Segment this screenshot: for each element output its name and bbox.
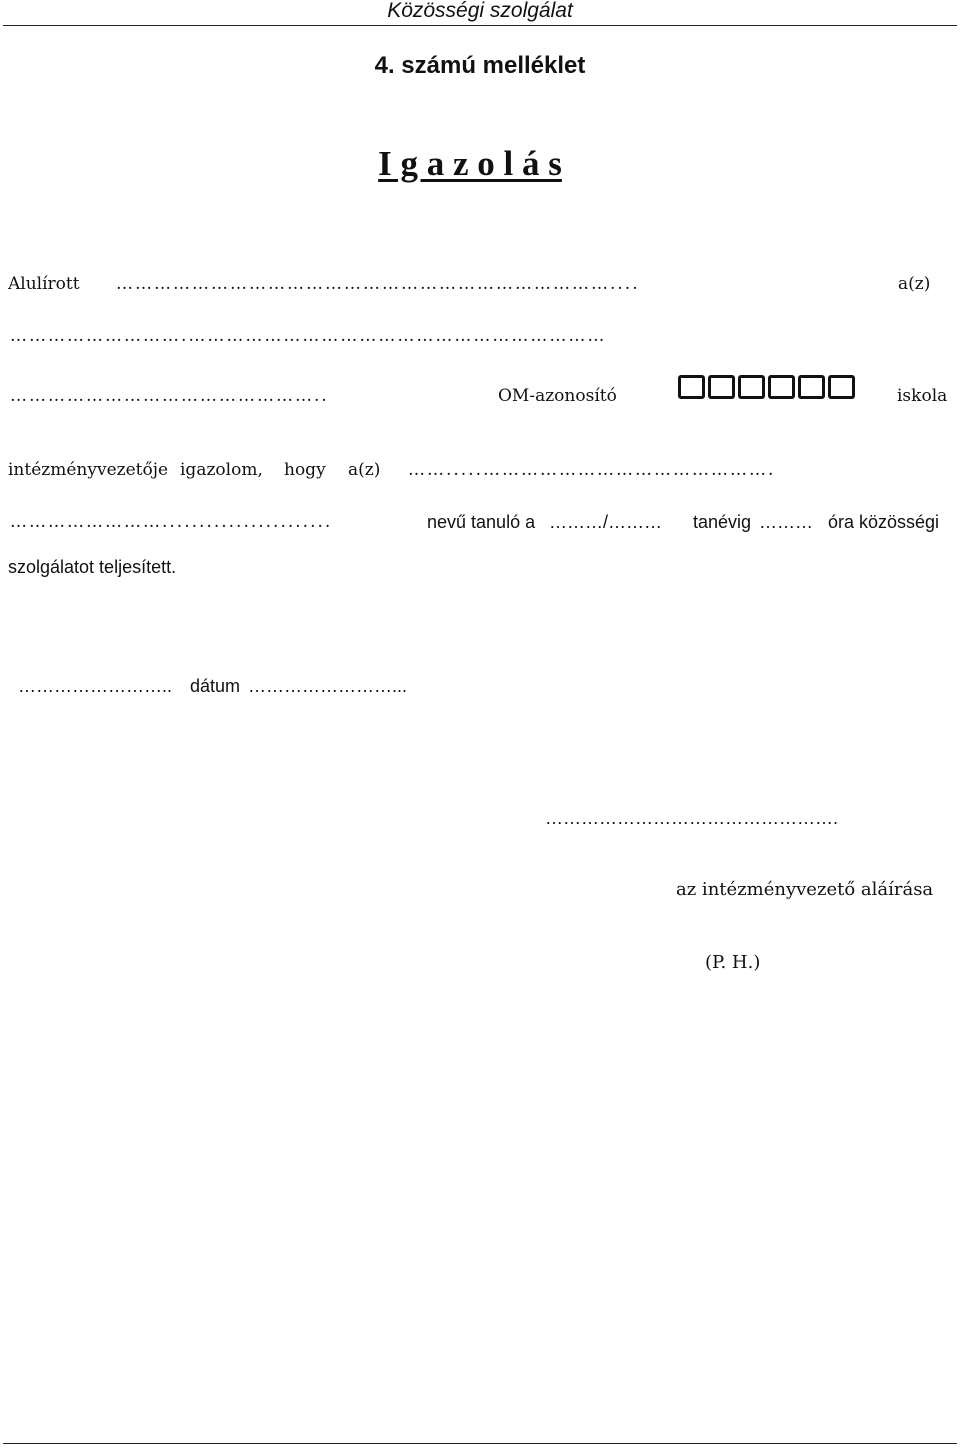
institution-dots-cont[interactable]: ………………………………………….. [10,386,329,406]
place-dots[interactable]: …………………….. [18,676,173,696]
annex-label: 4. számú melléklet [374,52,586,79]
om-digit-box[interactable] [738,375,765,399]
footer-rule [3,1443,957,1444]
hours-dots[interactable]: ……… [759,512,813,532]
until-year-text: tanévig [693,512,752,532]
undersigned-label: Alulírott [8,274,80,294]
name-dots[interactable]: …………………………………………………………………….... [116,274,640,294]
hours-text: óra közösségi [828,512,940,532]
om-digit-box[interactable] [768,375,795,399]
school-year-dots[interactable]: ………/……… [549,512,663,532]
article-label-2: a(z) [348,460,381,480]
school-label: iskola [897,386,948,406]
stamp-label: (P. H.) [705,952,761,973]
om-label: OM-azonosító [498,386,617,406]
that-label: hogy [284,460,326,480]
student-name-dots[interactable]: …….....………………………………………. [408,460,776,480]
om-digit-box[interactable] [678,375,705,399]
certify-label: igazolom, [180,460,263,480]
date-label: dátum [190,676,241,696]
certificate-title: I g a z o l á s [378,144,562,183]
header-rule [3,25,957,26]
om-digit-box[interactable] [708,375,735,399]
om-digit-box[interactable] [828,375,855,399]
head-label: intézményvezetője [8,460,169,480]
signature-dots[interactable]: …………………………………………. [545,808,839,828]
om-id-boxes[interactable] [678,375,855,399]
signature-label: az intézményvezető aláírása [676,879,934,900]
om-digit-box[interactable] [798,375,825,399]
completion-text: szolgálatot teljesített. [8,557,177,577]
student-name-dots-cont[interactable]: ……………………....................... [10,512,333,532]
date-dots[interactable]: ……………………... [248,676,408,696]
article-label: a(z) [898,274,931,294]
institution-dots[interactable]: ……………………….………………………………………………………… [10,326,607,346]
student-text: nevű tanuló a [427,512,536,532]
header-title: Közösségi szolgálat [387,0,573,22]
